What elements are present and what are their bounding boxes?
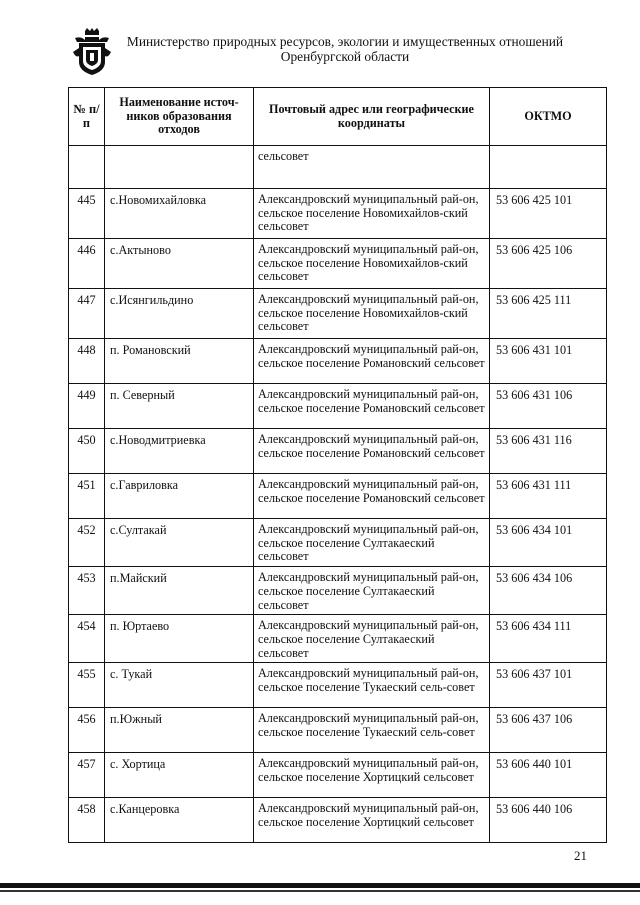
table-header-row bbox=[69, 88, 607, 146]
table-row bbox=[69, 615, 607, 663]
region-name: Оренбургской области bbox=[280, 49, 410, 64]
oktmo-code: 53 606 437 106 bbox=[490, 708, 607, 753]
source-name: с. Тукай bbox=[105, 663, 254, 708]
oktmo-code: 53 606 425 111 bbox=[490, 289, 607, 339]
postal-address: Александровский муниципальный рай-он, сельское поселение Романовский сельсовет bbox=[254, 339, 490, 384]
oktmo-code: 53 606 437 101 bbox=[490, 663, 607, 708]
table-row bbox=[69, 384, 607, 429]
table-row bbox=[69, 474, 607, 519]
coat-of-arms-icon bbox=[73, 28, 111, 76]
column-header-number: № п/п bbox=[69, 88, 105, 146]
table-row bbox=[69, 798, 607, 843]
row-number: 445 bbox=[69, 189, 105, 239]
source-name: п.Южный bbox=[105, 708, 254, 753]
continuation-row bbox=[69, 146, 607, 189]
source-name: п.Майский bbox=[105, 567, 254, 615]
table-row bbox=[69, 429, 607, 474]
row-number: 457 bbox=[69, 753, 105, 798]
postal-address: Александровский муниципальный рай-он, сельское поселение Романовский сельсовет bbox=[254, 474, 490, 519]
table-row bbox=[69, 753, 607, 798]
row-number: 451 bbox=[69, 474, 105, 519]
table-row bbox=[69, 663, 607, 708]
postal-address: Александровский муниципальный рай-он, сельское поселение Романовский сельсовет bbox=[254, 384, 490, 429]
postal-address: Александровский муниципальный рай-он, сельское поселение Султакаеский сельсовет bbox=[254, 567, 490, 615]
table-row bbox=[69, 189, 607, 239]
row-number: 450 bbox=[69, 429, 105, 474]
table-row bbox=[69, 339, 607, 384]
oktmo-code: 53 606 431 106 bbox=[490, 384, 607, 429]
row-number: 455 bbox=[69, 663, 105, 708]
source-name: п. Романовский bbox=[105, 339, 254, 384]
continuation-text: сельсовет bbox=[254, 146, 490, 189]
oktmo-code: 53 606 434 106 bbox=[490, 567, 607, 615]
row-number: 449 bbox=[69, 384, 105, 429]
page-number: 21 bbox=[574, 848, 587, 863]
row-number: 452 bbox=[69, 519, 105, 567]
postal-address: Александровский муниципальный рай-он, сельское поселение Новомихайлов-ский сельсовет bbox=[254, 239, 490, 289]
row-number: 446 bbox=[69, 239, 105, 289]
postal-address: Александровский муниципальный рай-он, сельское поселение Султакаеский сельсовет bbox=[254, 519, 490, 567]
table-row bbox=[69, 519, 607, 567]
footer-rule bbox=[0, 883, 640, 888]
ministry-header bbox=[120, 34, 570, 64]
oktmo-code: 53 606 431 111 bbox=[490, 474, 607, 519]
table-body bbox=[69, 189, 607, 843]
row-number: 448 bbox=[69, 339, 105, 384]
footer-rule-thin bbox=[0, 890, 640, 892]
row-number: 456 bbox=[69, 708, 105, 753]
ministry-name: Министерство природных ресурсов, экологии и имущественных отношений bbox=[126, 34, 564, 49]
waste-sources-table bbox=[68, 87, 607, 843]
oktmo-code: 53 606 440 101 bbox=[490, 753, 607, 798]
postal-address: Александровский муниципальный рай-он, сельское поселение Новомихайлов-ский сельсовет bbox=[254, 289, 490, 339]
table-row bbox=[69, 708, 607, 753]
source-name: с.Новомихайловка bbox=[105, 189, 254, 239]
postal-address: Александровский муниципальный рай-он, сельское поселение Новомихайлов-ский сельсовет bbox=[254, 189, 490, 239]
oktmo-code: 53 606 431 116 bbox=[490, 429, 607, 474]
column-header-oktmo: ОКТМО bbox=[490, 88, 607, 146]
row-number: 447 bbox=[69, 289, 105, 339]
oktmo-code: 53 606 431 101 bbox=[490, 339, 607, 384]
source-name: с.Исянгильдино bbox=[105, 289, 254, 339]
postal-address: Александровский муниципальный рай-он, сельское поселение Тукаеский сель-совет bbox=[254, 663, 490, 708]
column-header-address: Почтовый адрес или географические координаты bbox=[254, 88, 490, 146]
oktmo-code: 53 606 434 111 bbox=[490, 615, 607, 663]
oktmo-code: 53 606 425 101 bbox=[490, 189, 607, 239]
source-name: с.Новодмитриевка bbox=[105, 429, 254, 474]
source-name: с.Султакай bbox=[105, 519, 254, 567]
postal-address: Александровский муниципальный рай-он, сельское поселение Романовский сельсовет bbox=[254, 429, 490, 474]
postal-address: Александровский муниципальный рай-он, сельское поселение Хортицкий сельсовет bbox=[254, 798, 490, 843]
oktmo-code: 53 606 440 106 bbox=[490, 798, 607, 843]
table-row bbox=[69, 289, 607, 339]
row-number: 458 bbox=[69, 798, 105, 843]
source-name: п. Северный bbox=[105, 384, 254, 429]
oktmo-code: 53 606 425 106 bbox=[490, 239, 607, 289]
source-name: с.Гавриловка bbox=[105, 474, 254, 519]
postal-address: Александровский муниципальный рай-он, сельское поселение Хортицкий сельсовет bbox=[254, 753, 490, 798]
row-number: 454 bbox=[69, 615, 105, 663]
postal-address: Александровский муниципальный рай-он, сельское поселение Султакаеский сельсовет bbox=[254, 615, 490, 663]
table-row bbox=[69, 239, 607, 289]
source-name: с.Актыново bbox=[105, 239, 254, 289]
source-name: п. Юртаево bbox=[105, 615, 254, 663]
postal-address: Александровский муниципальный рай-он, сельское поселение Тукаеский сель-совет bbox=[254, 708, 490, 753]
source-name: с. Хортица bbox=[105, 753, 254, 798]
oktmo-code: 53 606 434 101 bbox=[490, 519, 607, 567]
row-number: 453 bbox=[69, 567, 105, 615]
source-name: с.Канцеровка bbox=[105, 798, 254, 843]
column-header-source-name: Наименование источ-ников образования отходов bbox=[105, 88, 254, 146]
table-row bbox=[69, 567, 607, 615]
